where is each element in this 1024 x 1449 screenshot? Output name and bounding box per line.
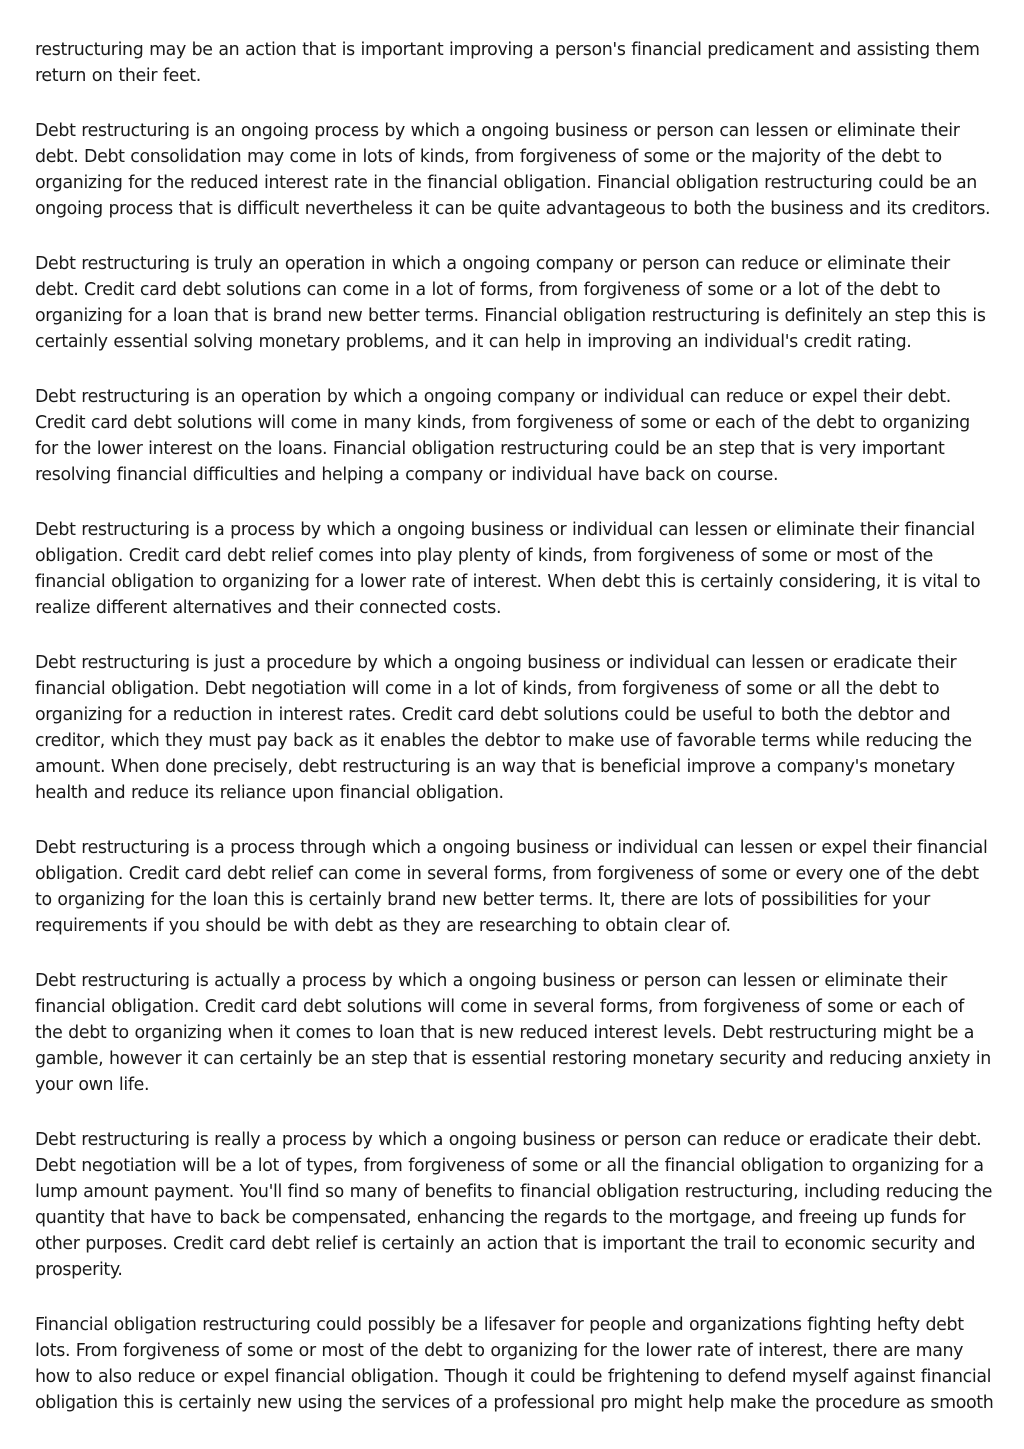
paragraph: Debt restructuring is a process through which a ongoing business or individual can lessen or expel their financial obligation. Credit card debt relief can come in several forms, from forgiveness of some or every one of the debt to organizing for the loan this is certainly brand new better terms. It, there are lots of possibilities for your requirements if you should be with debt as they are researching to obtain clear of. bbox=[35, 838, 988, 936]
paragraph: Debt restructuring is really a process by which a ongoing business or person can reduce or eradicate their debt. Debt negotiation will be a lot of types, from forgiveness of some or all the financial obligation to organizing for a lump amount payment. You'll find so many of benefits to financial obligation restructuring, including reducing the quantity that have to back be compensated, enhancing the regards to the mortgage, and freeing up funds for other purposes. Credit card debt relief is certainly an action that is important the trail to economic security and prosperity. bbox=[35, 1130, 993, 1280]
document-body bbox=[35, 37, 995, 1445]
paragraph: Debt restructuring is an ongoing process by which a ongoing business or person can lessen or eliminate their debt. Debt consolidation may come in lots of kinds, from forgiveness of some or the majority of the debt to organizing for the reduced interest rate in the financial obligation. Financial obligation restructuring could be an ongoing process that is difficult nevertheless it can be quite advantageous to both the business and its creditors. bbox=[35, 121, 991, 219]
paragraph: Debt restructuring is an operation by which a ongoing company or individual can reduce or expel their debt. Credit card debt solutions will come in many kinds, from forgiveness of some or each of the debt to organizing for the lower interest on the loans. Financial obligation restructuring could be an step that is very important resolving financial difficulties and helping a company or individual have back on course. bbox=[35, 387, 970, 485]
paragraph: restructuring may be an action that is important improving a person's financial predicament and assisting them return on their feet. bbox=[35, 40, 980, 86]
paragraph: Debt restructuring is just a procedure by which a ongoing business or individual can lessen or eradicate their financial obligation. Debt negotiation will come in a lot of kinds, from forgiveness of some or all the debt to organizing for a reduction in interest rates. Credit card debt solutions could be useful to both the debtor and creditor, which they must pay back as it enables the debtor to make use of favorable terms while reducing the amount. When done precisely, debt restructuring is an way that is beneficial improve a company's monetary health and reduce its reliance upon financial obligation. bbox=[35, 653, 972, 803]
paragraph: Financial obligation restructuring could possibly be a lifesaver for people and organizations fighting hefty debt lots. From forgiveness of some or most of the debt to organizing for the lower rate of interest, there are many how to also reduce or expel financial obligation. Though it could be frightening to defend myself against financial obligation this is certainly new using the services of a professional pro might help make the procedure as smooth bbox=[35, 1315, 994, 1413]
paragraph: Debt restructuring is a process by which a ongoing business or individual can lessen or eliminate their financial obligation. Credit card debt relief comes into play plenty of kinds, from forgiveness of some or most of the financial obligation to organizing for a lower rate of interest. When debt this is certainly considering, it is vital to realize different alternatives and their connected costs. bbox=[35, 520, 981, 618]
paragraph: Debt restructuring is actually a process by which a ongoing business or person can lessen or eliminate their financial obligation. Credit card debt solutions will come in several forms, from forgiveness of some or each of the debt to organizing when it comes to loan that is new reduced interest levels. Debt restructuring might be a gamble, however it can certainly be an step that is essential restoring monetary security and reducing anxiety in your own life. bbox=[35, 971, 991, 1095]
paragraph: Debt restructuring is truly an operation in which a ongoing company or person can reduce or eliminate their debt. Credit card debt solutions can come in a lot of forms, from forgiveness of some or a lot of the debt to organizing for a loan that is brand new better terms. Financial obligation restructuring is definitely an step this is certainly essential solving monetary problems, and it can help in improving an individual's credit rating. bbox=[35, 254, 986, 352]
